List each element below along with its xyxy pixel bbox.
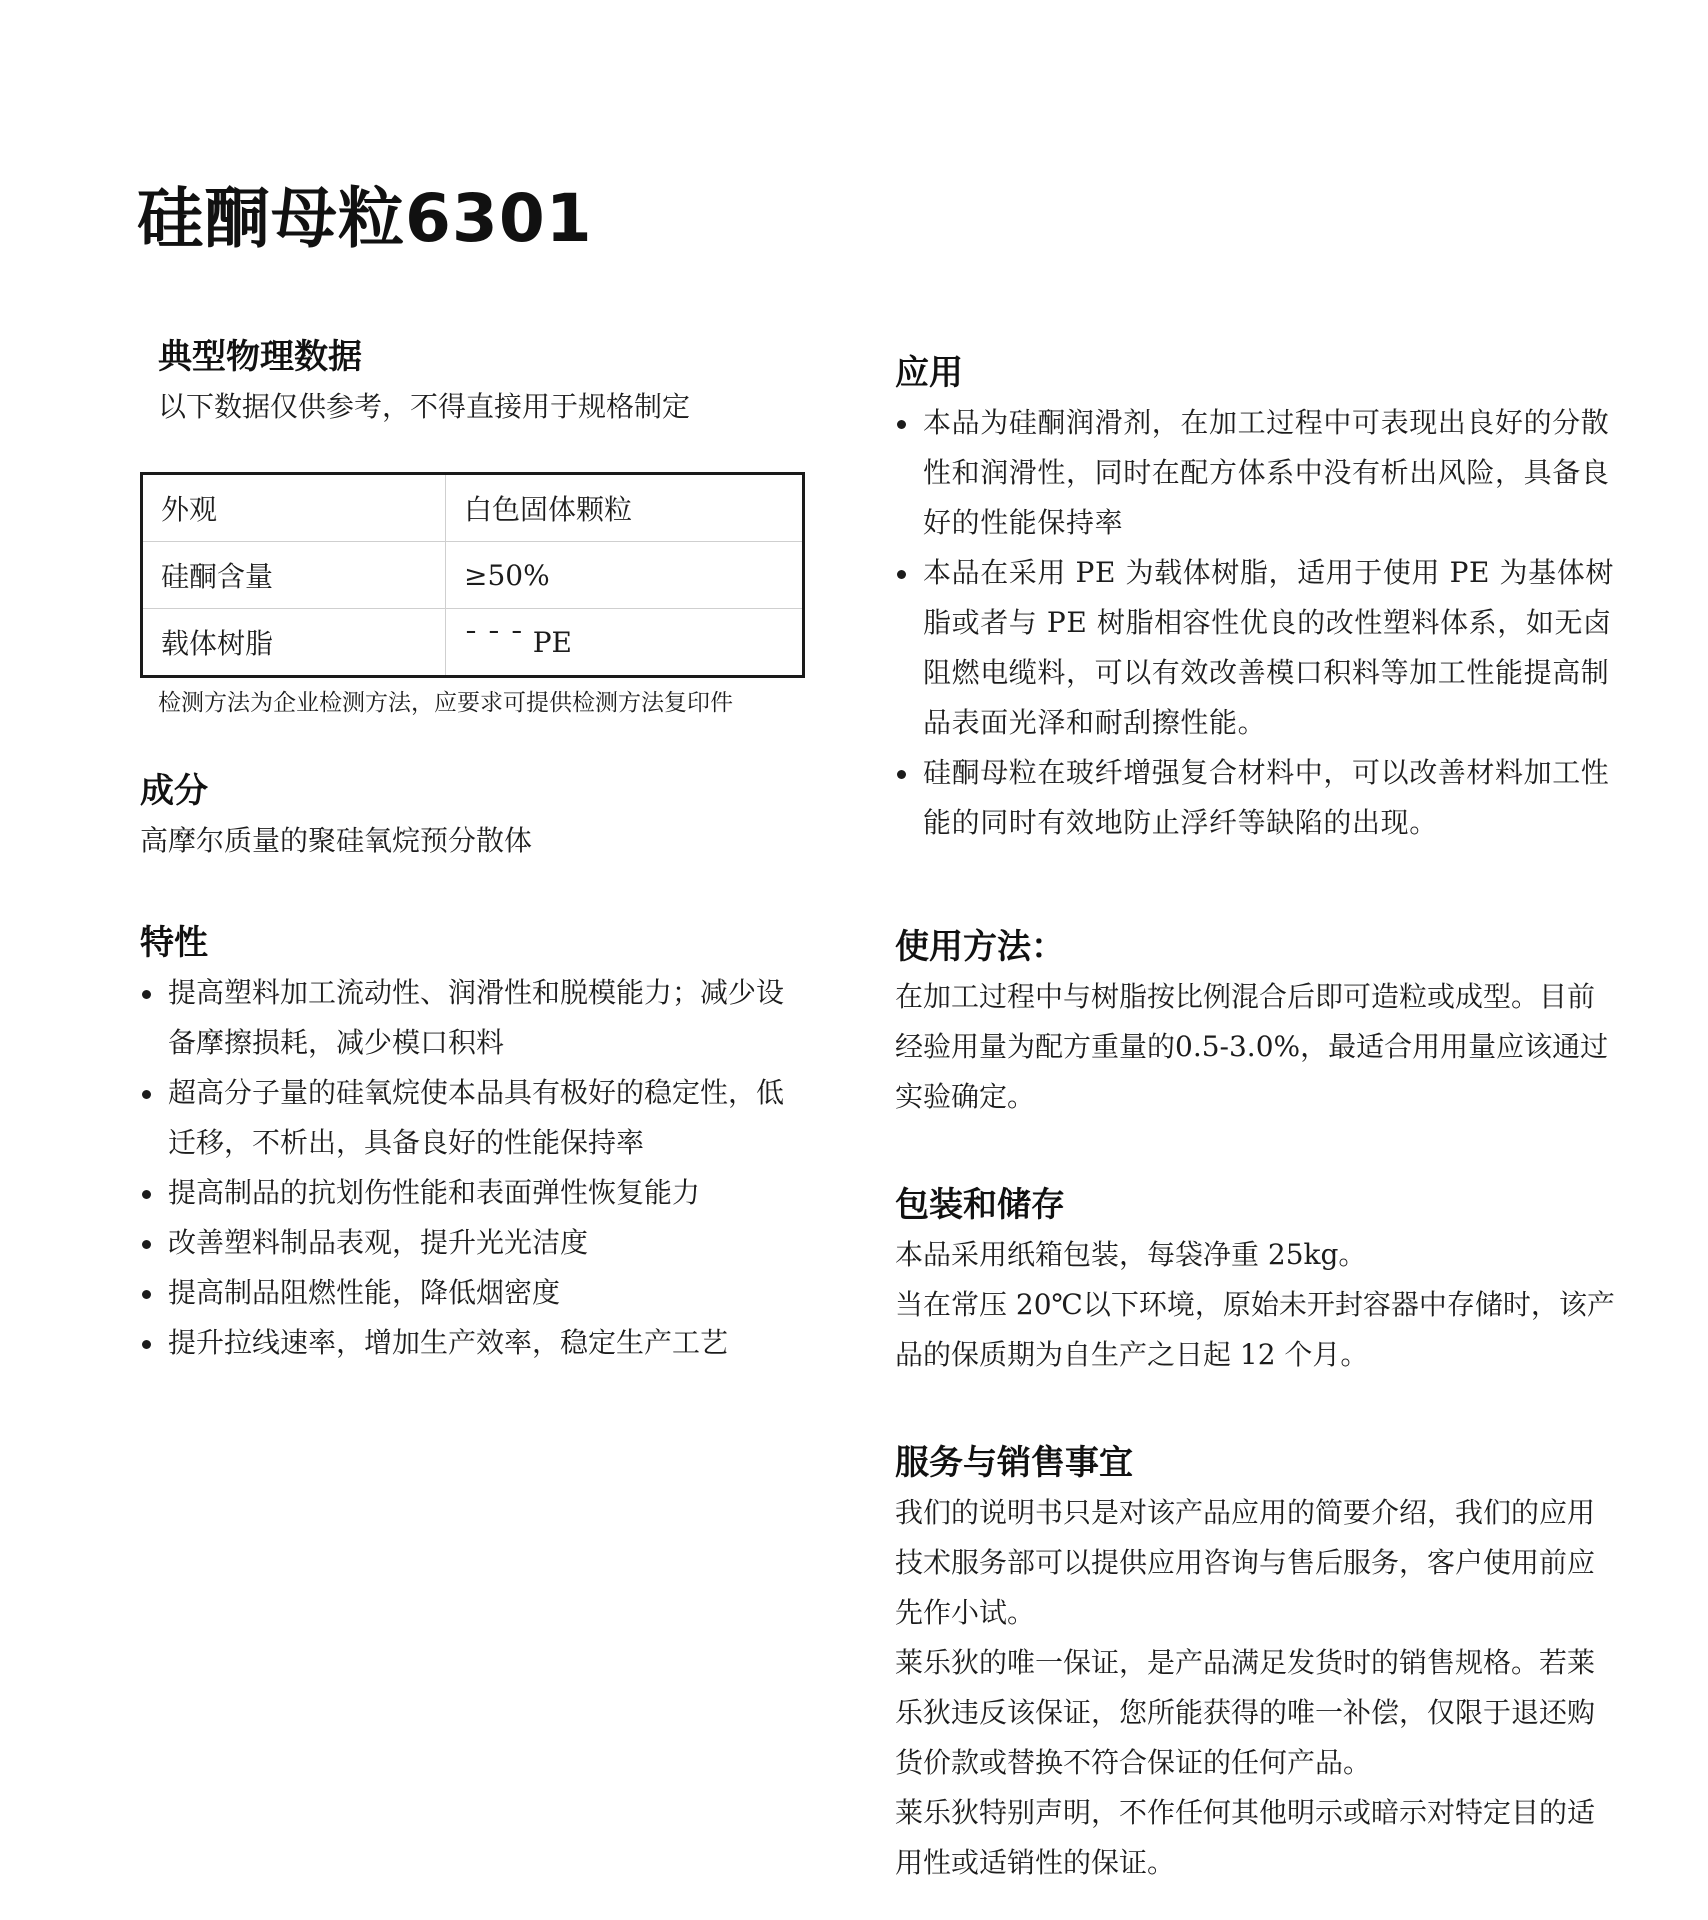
- list-item: 提高塑料加工流动性、润滑性和脱模能力；减少设备摩擦损耗，减少模口积料: [140, 968, 810, 1068]
- page-title: 硅酮母粒6301: [137, 180, 593, 257]
- table-cell-label: 载体树脂: [142, 609, 446, 677]
- usage-heading: 使用方法：: [895, 927, 1065, 967]
- features-list: [140, 968, 810, 1368]
- usage-section: [895, 922, 1615, 1122]
- service-section: [895, 1438, 1615, 1888]
- list-item: 超高分子量的硅氧烷使本品具有极好的稳定性，低迁移，不析出，具备良好的性能保持率: [140, 1068, 810, 1168]
- left-column: [140, 332, 810, 1368]
- table-row: [142, 474, 804, 542]
- list-item: 改善塑料制品表观，提升光光洁度: [140, 1218, 810, 1268]
- table-cell-label: 硅酮含量: [142, 542, 446, 609]
- usage-text: 在加工过程中与树脂按比例混合后即可造粒或成型。目前经验用量为配方重量的0.5-3.0%，最适合用用量应该通过实验确定。: [895, 980, 1609, 1113]
- list-item: 本品在采用 PE 为载体树脂，适用于使用 PE 为基体树脂或者与 PE 树脂相容性优良的改性塑料体系，如无卤阻燃电缆料，可以有效改善模口积料等加工性能提高制品表面光泽和耐刮擦性能。: [895, 548, 1615, 748]
- right-column: [895, 348, 1615, 1888]
- list-item: 硅酮母粒在玻纤增强复合材料中，可以改善材料加工性能的同时有效地防止浮纤等缺陷的出现。: [895, 748, 1615, 848]
- table-cell-label: 外观: [142, 474, 446, 542]
- service-line: 我们的说明书只是对该产品应用的简要介绍，我们的应用技术服务部可以提供应用咨询与售后服务，客户使用前应先作小试。: [895, 1496, 1596, 1629]
- list-item: 提升拉线速率，增加生产效率，稳定生产工艺: [140, 1318, 810, 1368]
- packaging-line: 本品采用纸箱包装，每袋净重 25kg。: [895, 1238, 1367, 1271]
- application-heading: 应用: [895, 353, 963, 393]
- service-heading: 服务与销售事宜: [895, 1443, 1133, 1483]
- packaging-line: 当在常压 20℃以下环境，原始未开封容器中存储时，该产品的保质期为自生产之日起 12 个月。: [895, 1288, 1615, 1371]
- service-line: 莱乐狄特别声明，不作任何其他明示或暗示对特定目的适用性或适销性的保证。: [895, 1796, 1596, 1879]
- table-row: [142, 609, 804, 677]
- table-cell-value: ¯ ¯ ¯ PE: [464, 625, 572, 659]
- physical-data-section: [140, 332, 810, 720]
- composition-text: 高摩尔质量的聚硅氧烷预分散体: [140, 824, 533, 857]
- test-method-note: 检测方法为企业检测方法，应要求可提供检测方法复印件: [158, 690, 733, 716]
- composition-heading: 成分: [140, 771, 208, 811]
- application-list: [895, 398, 1615, 848]
- table-cell-value: ≥50%: [446, 542, 804, 609]
- physical-data-heading: 典型物理数据: [158, 337, 362, 377]
- properties-table: [140, 472, 805, 678]
- composition-section: [140, 766, 810, 866]
- list-item: 提高制品的抗划伤性能和表面弹性恢复能力: [140, 1168, 810, 1218]
- packaging-heading: 包装和储存: [895, 1185, 1065, 1225]
- features-heading: 特性: [140, 923, 208, 963]
- table-row: [142, 542, 804, 609]
- application-section: [895, 348, 1615, 848]
- packaging-section: [895, 1180, 1615, 1380]
- table-cell-value: 白色固体颗粒: [446, 474, 804, 542]
- list-item: 本品为硅酮润滑剂，在加工过程中可表现出良好的分散性和润滑性，同时在配方体系中没有析出风险，具备良好的性能保持率: [895, 398, 1615, 548]
- list-item: 提高制品阻燃性能，降低烟密度: [140, 1268, 810, 1318]
- service-line: 莱乐狄的唯一保证，是产品满足发货时的销售规格。若莱乐狄违反该保证，您所能获得的唯一补偿，仅限于退还购货价款或替换不符合保证的任何产品。: [895, 1646, 1596, 1779]
- physical-data-subtitle: 以下数据仅供参考，不得直接用于规格制定: [158, 390, 691, 423]
- features-section: [140, 918, 810, 1368]
